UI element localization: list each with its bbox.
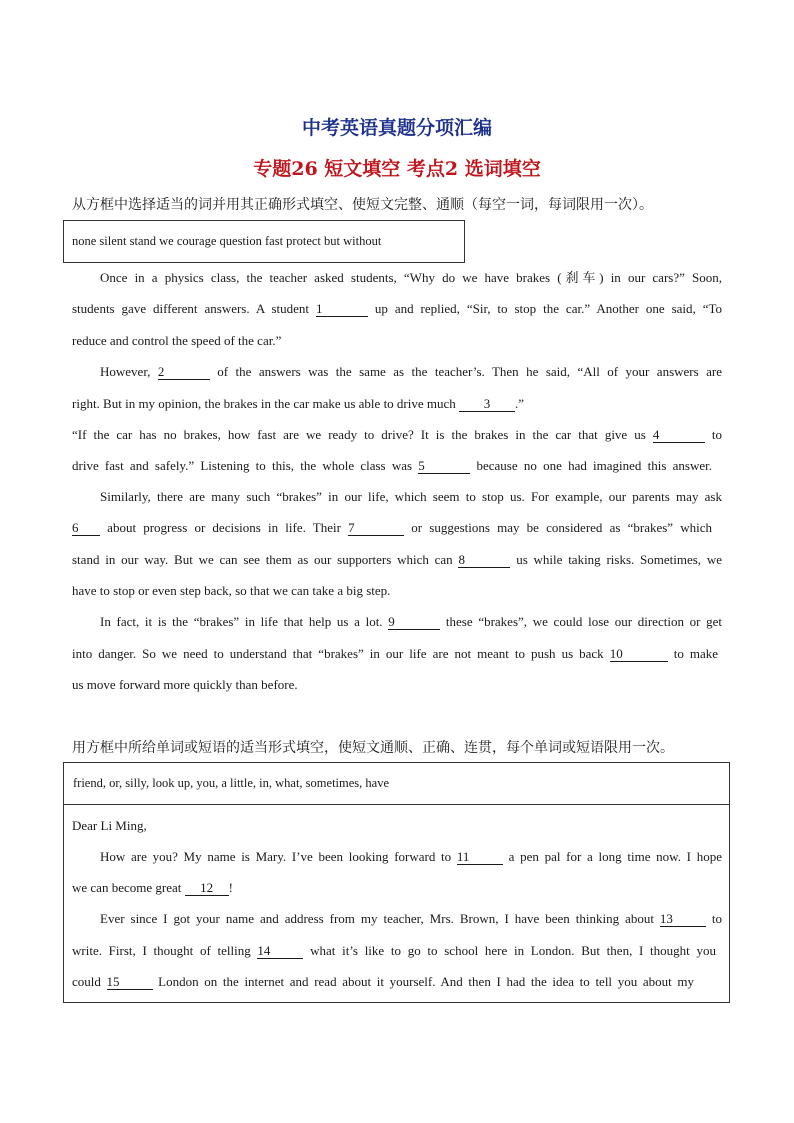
passage-line xyxy=(72,583,390,599)
answer-blank-1[interactable]: 1 xyxy=(316,302,368,317)
section2-word-bank: friend, or, silly, look up, you, a little, in, what, sometimes, have xyxy=(73,776,389,790)
page-subtitle: 专题26 短文填空 考点2 选词填空 xyxy=(253,158,541,180)
passage-text: have to stop or even step back, so that we can take a big step. xyxy=(72,583,391,598)
passage-text: Ever since I got your name and address from my teacher, Mrs. Brown, I have been thinking about xyxy=(100,911,660,926)
page-title: 中考英语真题分项汇编 xyxy=(301,117,492,139)
answer-blank-13[interactable]: 13 xyxy=(660,912,706,927)
passage-line xyxy=(72,301,722,317)
passage-text: How are you? My name is Mary. I’ve been looking forward to xyxy=(100,849,457,864)
answer-blank-4[interactable]: 4 xyxy=(653,428,705,443)
answer-blank-5[interactable]: 5 xyxy=(418,459,470,474)
passage-line xyxy=(100,270,722,286)
answer-blank-11[interactable]: 11 xyxy=(457,850,503,865)
passage-line xyxy=(72,427,722,443)
passage-text: to xyxy=(705,911,722,926)
passage-line xyxy=(72,646,718,662)
passage-text: into danger. So we need to understand that “brakes” in our life are not meant to push us back xyxy=(72,646,610,661)
passage-text: a pen pal for a long time now. I hope xyxy=(502,849,722,864)
passage-text: to xyxy=(704,427,722,442)
passage-line xyxy=(72,520,712,536)
passage-text: ! xyxy=(228,880,233,895)
passage-text: reduce and control the speed of the car.” xyxy=(72,333,282,348)
answer-blank-2[interactable]: 2 xyxy=(158,365,210,380)
answer-blank-8[interactable]: 8 xyxy=(458,553,510,568)
passage-text: Similarly, there are many such “brakes” in our life, which seem to stop us. For example, our parents may ask xyxy=(100,489,722,504)
passage-text: “If the car has no brakes, how fast are we ready to drive? It is the brakes in the car that give us xyxy=(72,427,653,442)
passage-line xyxy=(72,943,716,959)
passage-text: Once in a physics class, the teacher asked students, “Why do we have brakes (刹车) in our cars?” Soon, xyxy=(100,270,722,285)
passage-text: students gave different answers. A student xyxy=(72,301,316,316)
answer-blank-3[interactable]: 3 xyxy=(459,397,515,412)
passage-text: because no one had imagined this answer. xyxy=(470,458,713,473)
passage-line xyxy=(72,396,524,412)
section1-word-bank-box xyxy=(63,220,465,263)
passage-text: us move forward more quickly than before. xyxy=(72,677,298,692)
section1-instruction: 从方框中选择适当的词并用其正确形式填空、使短文完整、通顺（每空一词，每词限用一次）。 xyxy=(72,197,653,213)
passage-line xyxy=(72,333,281,349)
section1-word-bank: none silent stand we courage question fast protect but without xyxy=(72,234,382,248)
passage-line xyxy=(100,849,722,865)
passage-text: of the answers was the same as the teacher’s. Then he said, “All of your answers are xyxy=(209,364,722,379)
passage-line xyxy=(100,364,722,380)
answer-blank-14[interactable]: 14 xyxy=(257,944,303,959)
passage-line xyxy=(100,911,722,927)
passage-text: to make xyxy=(667,646,718,661)
passage-text: or suggestions may be considered as “brakes” which xyxy=(404,520,712,535)
passage-text: up and replied, “Sir, to stop the car.” Another one said, “To xyxy=(367,301,723,316)
passage-text: London on the internet and read about it yourself. And then I had the idea to tell you about my xyxy=(152,974,694,989)
passage-text: stand in our way. But we can see them as our supporters which can xyxy=(72,552,459,567)
passage-text: In fact, it is the “brakes” in life that help us a lot. xyxy=(100,614,389,629)
passage-line xyxy=(72,974,694,990)
passage-text: Dear Li Ming, xyxy=(72,818,147,833)
answer-blank-7[interactable]: 7 xyxy=(348,521,404,536)
answer-blank-12[interactable]: 12 xyxy=(185,881,229,896)
passage-text: drive fast and safely.” Listening to this, the whole class was xyxy=(72,458,419,473)
answer-blank-9[interactable]: 9 xyxy=(388,615,440,630)
passage-line xyxy=(72,552,722,568)
passage-line xyxy=(100,614,722,630)
passage-text: could xyxy=(72,974,107,989)
passage-text: about progress or decisions in life. Their xyxy=(100,520,349,535)
passage-text: write. First, I thought of telling xyxy=(72,943,258,958)
passage-line xyxy=(72,458,712,474)
passage-text: right. But in my opinion, the brakes in the car make us able to drive much xyxy=(72,396,460,411)
passage-text: we can become great xyxy=(72,880,185,895)
passage-line xyxy=(72,818,147,834)
answer-blank-6[interactable]: 6 xyxy=(72,521,100,536)
passage-line xyxy=(72,880,233,896)
passage-text: these “brakes”, we could lose our direction or get xyxy=(440,614,723,629)
passage-line xyxy=(100,489,722,505)
answer-blank-15[interactable]: 15 xyxy=(107,975,153,990)
passage-line xyxy=(72,677,298,693)
passage-text: what it’s like to go to school here in London. But then, I thought you xyxy=(303,943,716,958)
answer-blank-10[interactable]: 10 xyxy=(610,647,668,662)
passage-text: us while taking risks. Sometimes, we xyxy=(510,552,722,567)
word-bank-divider xyxy=(64,804,729,805)
passage-text: However, xyxy=(100,364,158,379)
passage-text: .” xyxy=(515,396,525,411)
section2-instruction: 用方框中所给单词或短语的适当形式填空，使短文通顺、正确、连贯，每个单词或短语限用一次。 xyxy=(72,740,674,756)
